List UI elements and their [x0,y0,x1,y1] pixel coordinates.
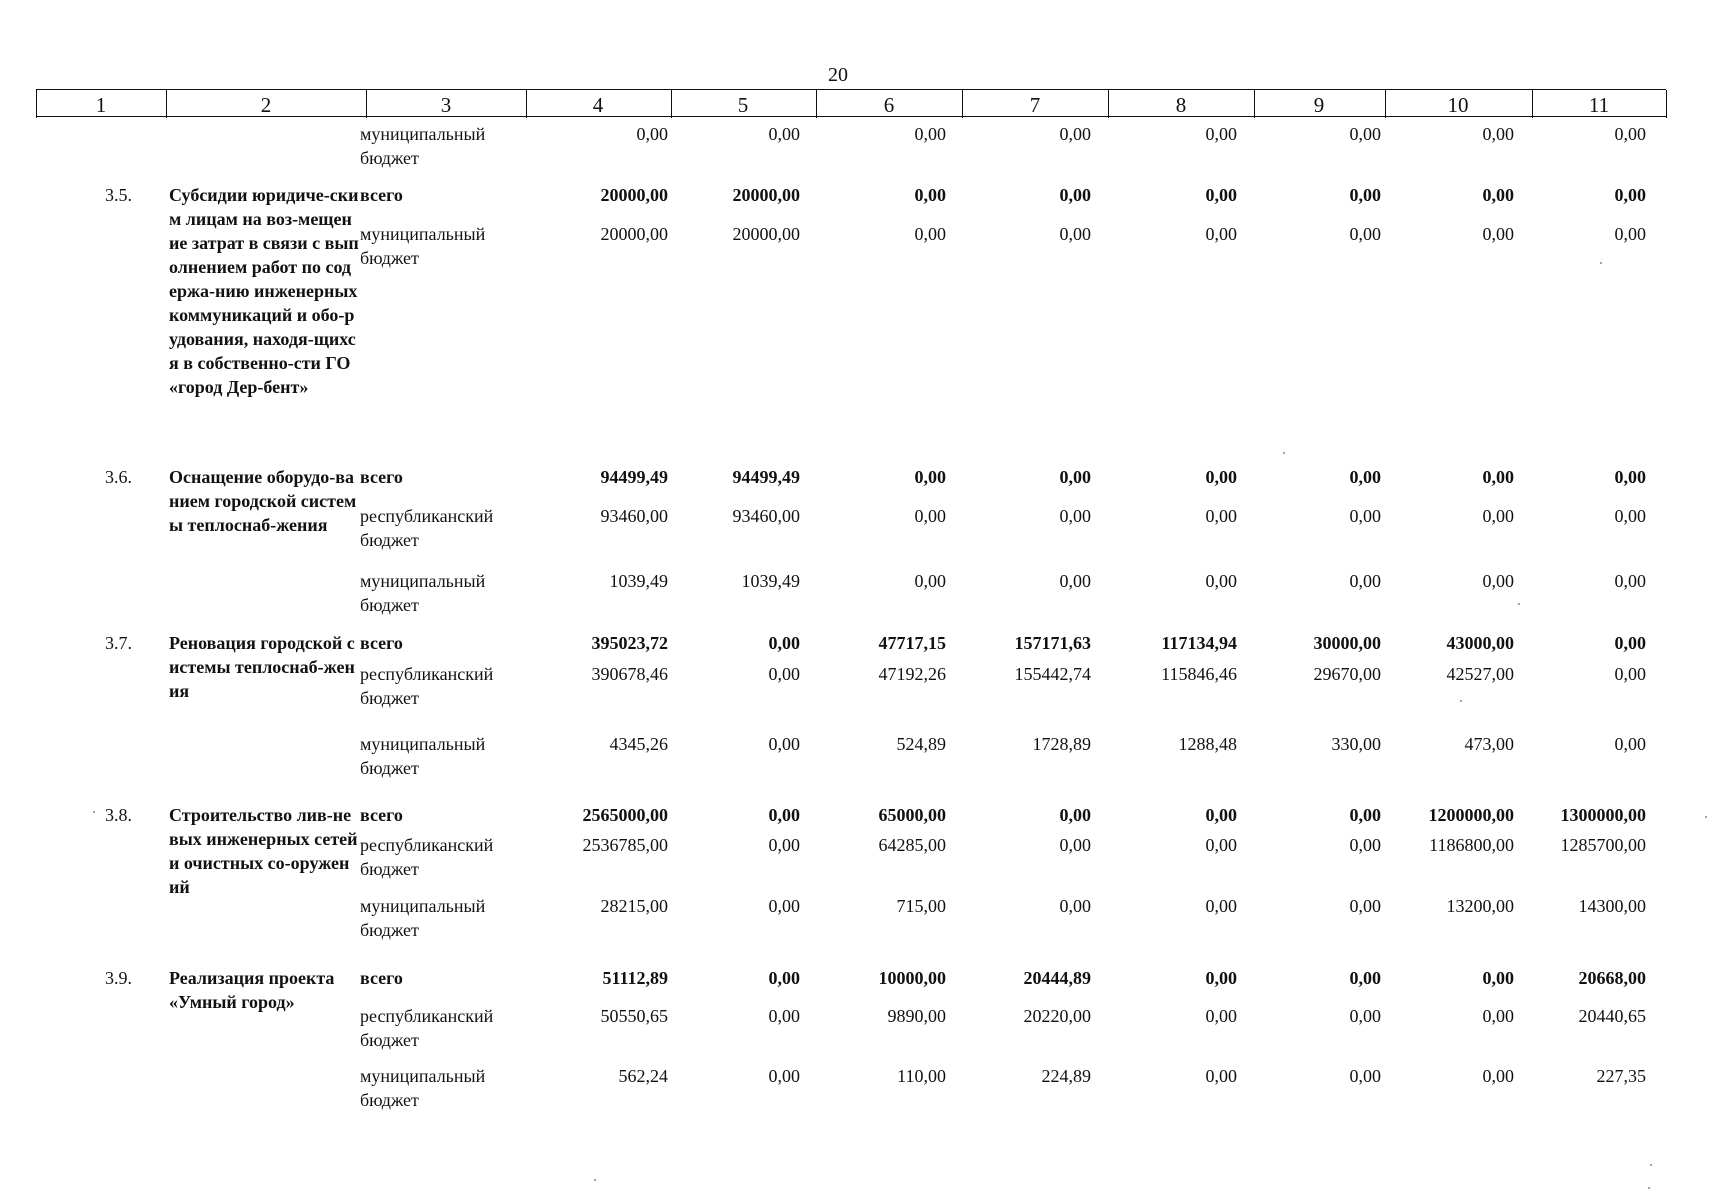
value-cell: 20000,00 [732,185,800,205]
header-column-number: 3 [440,93,452,117]
header-column-divider [1385,90,1386,118]
value-cell: 1285700,00 [1560,835,1646,855]
value-cell: 0,00 [1482,185,1514,205]
item-code: 3.6. [105,467,132,487]
header-column-divider [1108,90,1109,118]
value-cell: 0,00 [768,124,800,144]
value-cell: 0,00 [1349,506,1381,526]
funding-source-label: республиканский бюджет [360,664,494,708]
funding-source-label: муниципальный бюджет [360,571,486,615]
value-cell: 13200,00 [1446,896,1514,916]
value-cell: 0,00 [768,896,800,916]
value-cell: 0,00 [1205,124,1237,144]
value-cell: 47192,26 [878,664,946,684]
header-column-divider [671,90,672,118]
value-cell: 20000,00 [732,224,800,244]
item-name: Строительство лив-невых инженерных сетей и очистных со-оружений [169,805,358,897]
value-cell: 0,00 [914,224,946,244]
value-cell: 227,35 [1596,1066,1646,1086]
header-top-rule [36,89,1666,90]
value-cell: 0,00 [1349,124,1381,144]
value-cell: 29670,00 [1313,664,1381,684]
value-cell: 0,00 [1349,968,1381,988]
header-column-number: 7 [1029,93,1041,117]
header-column-divider [962,90,963,118]
funding-source-label: всего [360,805,403,825]
value-cell: 524,89 [896,734,946,754]
value-cell: 0,00 [1349,896,1381,916]
value-cell: 0,00 [1205,1006,1237,1026]
value-cell: 0,00 [768,1006,800,1026]
value-cell: 0,00 [1482,1006,1514,1026]
value-cell: 390678,46 [591,664,668,684]
value-cell: 117134,94 [1161,633,1237,653]
value-cell: 1728,89 [1032,734,1091,754]
value-cell: 0,00 [1482,224,1514,244]
value-cell: 0,00 [1205,835,1237,855]
scan-speck [93,811,95,813]
value-cell: 110,00 [897,1066,946,1086]
value-cell: 0,00 [914,506,946,526]
value-cell: 157171,63 [1014,633,1091,653]
funding-source-label: всего [360,968,403,988]
header-column-divider [1254,90,1255,118]
value-cell: 0,00 [1205,224,1237,244]
scan-speck [1460,700,1462,702]
header-column-number: 1 [95,93,107,117]
value-cell: 0,00 [1349,467,1381,487]
value-cell: 0,00 [1205,968,1237,988]
value-cell: 0,00 [1059,224,1091,244]
value-cell: 330,00 [1331,734,1381,754]
value-cell: 0,00 [1059,506,1091,526]
value-cell: 0,00 [1614,224,1646,244]
header-column-divider [1666,90,1667,118]
item-name: Реновация городской системы теплоснаб-жения [169,633,355,701]
value-cell: 0,00 [768,1066,800,1086]
header-column-divider [526,90,527,118]
value-cell: 65000,00 [878,805,946,825]
header-column-number: 6 [883,93,895,117]
item-name: Субсидии юридиче-ским лицам на воз-мещение затрат в связи с выполнением работ по содержа-нию инженерных коммуникаций и обо-рудования, находя-щихся в собственно-сти ГО «город Дер-бент» [169,185,359,397]
page-number: 20 [828,64,848,86]
funding-source-label: республиканский бюджет [360,506,494,550]
item-code: 3.9. [105,968,132,988]
value-cell: 0,00 [1349,1006,1381,1026]
value-cell: 20668,00 [1578,968,1646,988]
value-cell: 20440,65 [1578,1006,1646,1026]
value-cell: 20000,00 [600,185,668,205]
value-cell: 115846,46 [1161,664,1237,684]
value-cell: 224,89 [1041,1066,1091,1086]
value-cell: 715,00 [896,896,946,916]
header-column-divider [816,90,817,118]
value-cell: 0,00 [1059,185,1091,205]
value-cell: 42527,00 [1446,664,1514,684]
scan-speck [1518,603,1520,605]
header-column-number: 4 [592,93,604,117]
scan-speck [1705,816,1707,818]
value-cell: 1039,49 [609,571,668,591]
value-cell: 9890,00 [887,1006,946,1026]
scan-speck [1600,262,1602,264]
value-cell: 1288,48 [1178,734,1237,754]
value-cell: 0,00 [768,633,800,653]
value-cell: 0,00 [1614,664,1646,684]
value-cell: 395023,72 [591,633,668,653]
item-name: Реализация проекта «Умный город» [169,968,335,1012]
value-cell: 0,00 [1059,805,1091,825]
value-cell: 0,00 [1059,124,1091,144]
header-column-number: 5 [737,93,749,117]
value-cell: 0,00 [914,124,946,144]
value-cell: 0,00 [1614,506,1646,526]
value-cell: 0,00 [1482,506,1514,526]
funding-source-label: муниципальный бюджет [360,1066,486,1110]
value-cell: 1200000,00 [1428,805,1514,825]
item-code: 3.5. [105,185,132,205]
value-cell: 14300,00 [1578,896,1646,916]
value-cell: 2536785,00 [582,835,668,855]
header-column-divider [36,90,37,118]
funding-source-label: муниципальный бюджет [360,734,486,778]
value-cell: 50550,65 [600,1006,668,1026]
header-column-divider [366,90,367,118]
value-cell: 0,00 [914,467,946,487]
scan-speck [1648,1187,1650,1189]
value-cell: 10000,00 [878,968,946,988]
value-cell: 0,00 [914,185,946,205]
value-cell: 2565000,00 [582,805,668,825]
funding-source-label: всего [360,185,403,205]
value-cell: 0,00 [1482,968,1514,988]
header-column-number: 9 [1313,93,1325,117]
value-cell: 0,00 [768,805,800,825]
value-cell: 0,00 [1614,185,1646,205]
value-cell: 0,00 [1205,467,1237,487]
value-cell: 30000,00 [1313,633,1381,653]
value-cell: 0,00 [1614,124,1646,144]
value-cell: 473,00 [1464,734,1514,754]
value-cell: 28215,00 [600,896,668,916]
value-cell: 94499,49 [732,467,800,487]
value-cell: 0,00 [636,124,668,144]
value-cell: 0,00 [1614,633,1646,653]
value-cell: 0,00 [1059,835,1091,855]
header-column-number: 10 [1447,93,1469,117]
value-cell: 0,00 [1349,805,1381,825]
funding-source-label: муниципальный бюджет [360,896,486,940]
value-cell: 0,00 [1482,571,1514,591]
value-cell: 0,00 [1349,185,1381,205]
value-cell: 0,00 [768,734,800,754]
value-cell: 4345,26 [609,734,668,754]
value-cell: 0,00 [1205,805,1237,825]
value-cell: 20000,00 [600,224,668,244]
value-cell: 20444,89 [1023,968,1091,988]
funding-source-label: всего [360,633,403,653]
value-cell: 0,00 [1614,571,1646,591]
value-cell: 64285,00 [878,835,946,855]
funding-source-label: муниципальный бюджет [360,224,486,268]
value-cell: 93460,00 [600,506,668,526]
value-cell: 0,00 [1059,571,1091,591]
value-cell: 0,00 [1349,1066,1381,1086]
value-cell: 51112,89 [602,968,668,988]
value-cell: 0,00 [914,571,946,591]
value-cell: 1300000,00 [1560,805,1646,825]
funding-source-label: республиканский бюджет [360,1006,494,1050]
header-column-number: 2 [260,93,272,117]
value-cell: 155442,74 [1014,664,1091,684]
item-name: Оснащение оборудо-ванием городской системы теплоснаб-жения [169,467,357,535]
header-column-number: 11 [1588,93,1610,117]
scan-speck [594,1179,596,1181]
value-cell: 0,00 [1205,185,1237,205]
scan-speck [1283,452,1285,454]
funding-source-label: республиканский бюджет [360,835,494,879]
value-cell: 0,00 [1205,506,1237,526]
item-code: 3.8. [105,805,132,825]
value-cell: 94499,49 [600,467,668,487]
value-cell: 0,00 [1205,896,1237,916]
value-cell: 93460,00 [732,506,800,526]
value-cell: 0,00 [1349,571,1381,591]
item-code: 3.7. [105,633,132,653]
value-cell: 0,00 [1482,124,1514,144]
value-cell: 0,00 [1205,1066,1237,1086]
value-cell: 0,00 [1614,734,1646,754]
value-cell: 0,00 [1059,896,1091,916]
value-cell: 20220,00 [1023,1006,1091,1026]
funding-source-label: муниципальный бюджет [360,124,486,168]
value-cell: 47717,15 [878,633,946,653]
value-cell: 1186800,00 [1429,835,1514,855]
value-cell: 1039,49 [741,571,800,591]
header-column-number: 8 [1175,93,1187,117]
value-cell: 0,00 [1482,1066,1514,1086]
value-cell: 0,00 [1614,467,1646,487]
value-cell: 0,00 [768,968,800,988]
value-cell: 0,00 [1482,467,1514,487]
value-cell: 562,24 [618,1066,668,1086]
header-column-divider [1532,90,1533,118]
value-cell: 0,00 [1349,835,1381,855]
header-column-divider [166,90,167,118]
value-cell: 0,00 [768,664,800,684]
scan-speck [1650,1164,1652,1166]
value-cell: 0,00 [1205,571,1237,591]
value-cell: 0,00 [1349,224,1381,244]
value-cell: 0,00 [768,835,800,855]
value-cell: 0,00 [1059,467,1091,487]
value-cell: 43000,00 [1446,633,1514,653]
funding-source-label: всего [360,467,403,487]
